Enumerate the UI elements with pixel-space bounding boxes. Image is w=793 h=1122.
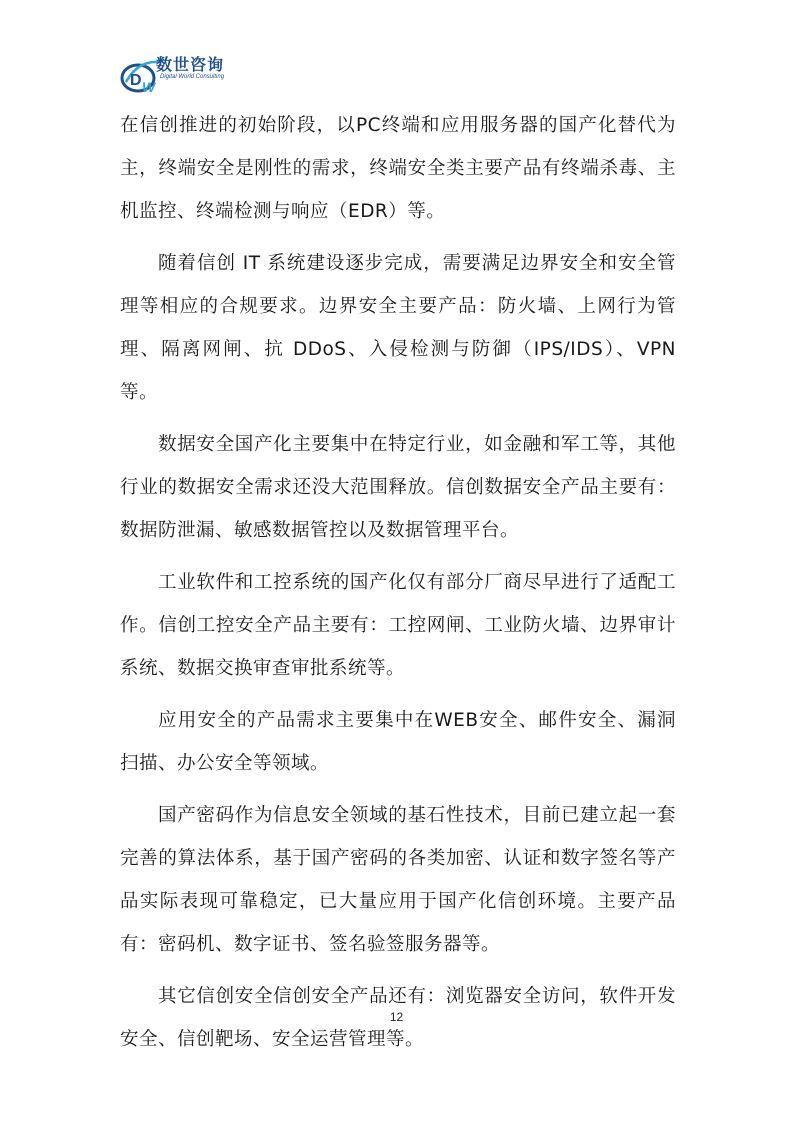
brand-name-en: Digital World Consulting (160, 74, 225, 80)
paragraph-2: 随着信创 IT 系统建设逐步完成，需要满足边界安全和安全管理等相应的合规要求。边界安全主要产品：防火墙、上网行为管理、隔离网闸、抗 DDoS、入侵检测与防御（IPS/IDS）、VPN 等。 (120, 253, 676, 403)
paragraph-4: 工业软件和工控系统的国产化仅有部分厂商尽早进行了适配工作。信创工控安全产品主要有：工控网闸、工业防火墙、边界审计系统、数据交换审查审批系统等。 (120, 572, 676, 679)
paragraph-7: 其它信创安全信创安全产品还有：浏览器安全访问，软件开发安全、信创靶场、安全运营管理等。 (120, 986, 676, 1050)
paragraph-5: 应用安全的产品需求主要集中在WEB安全、邮件安全、漏洞扫描、办公安全等领域。 (120, 710, 676, 774)
paragraph-3: 数据安全国产化主要集中在特定行业，如金融和军工等，其他行业的数据安全需求还没大范围释放。信创数据安全产品主要有：数据防泄漏、敏感数据管控以及数据管理平台。 (120, 434, 676, 541)
page-header (118, 52, 248, 98)
brand-name-cn: 数世咨询 (156, 55, 225, 74)
paragraph-1: 在信创推进的初始阶段，以PC终端和应用服务器的国产化替代为主，终端安全是刚性的需求，终端安全类主要产品有终端杀毒、主机监控、终端检测与响应（EDR）等。 (120, 115, 676, 222)
paragraph-6: 国产密码作为信息安全领域的基石性技术，目前已建立起一套完善的算法体系，基于国产密码的各类加密、认证和数字签名等产品实际表现可靠稳定，已大量应用于国产化信创环境。主要产品有：密码机、数字证书、签名验签服务器等。 (120, 805, 676, 955)
svg-text:W: W (142, 79, 156, 95)
svg-text:D: D (130, 72, 142, 89)
document-body (120, 104, 676, 1061)
page-number: 12 (389, 1010, 404, 1024)
